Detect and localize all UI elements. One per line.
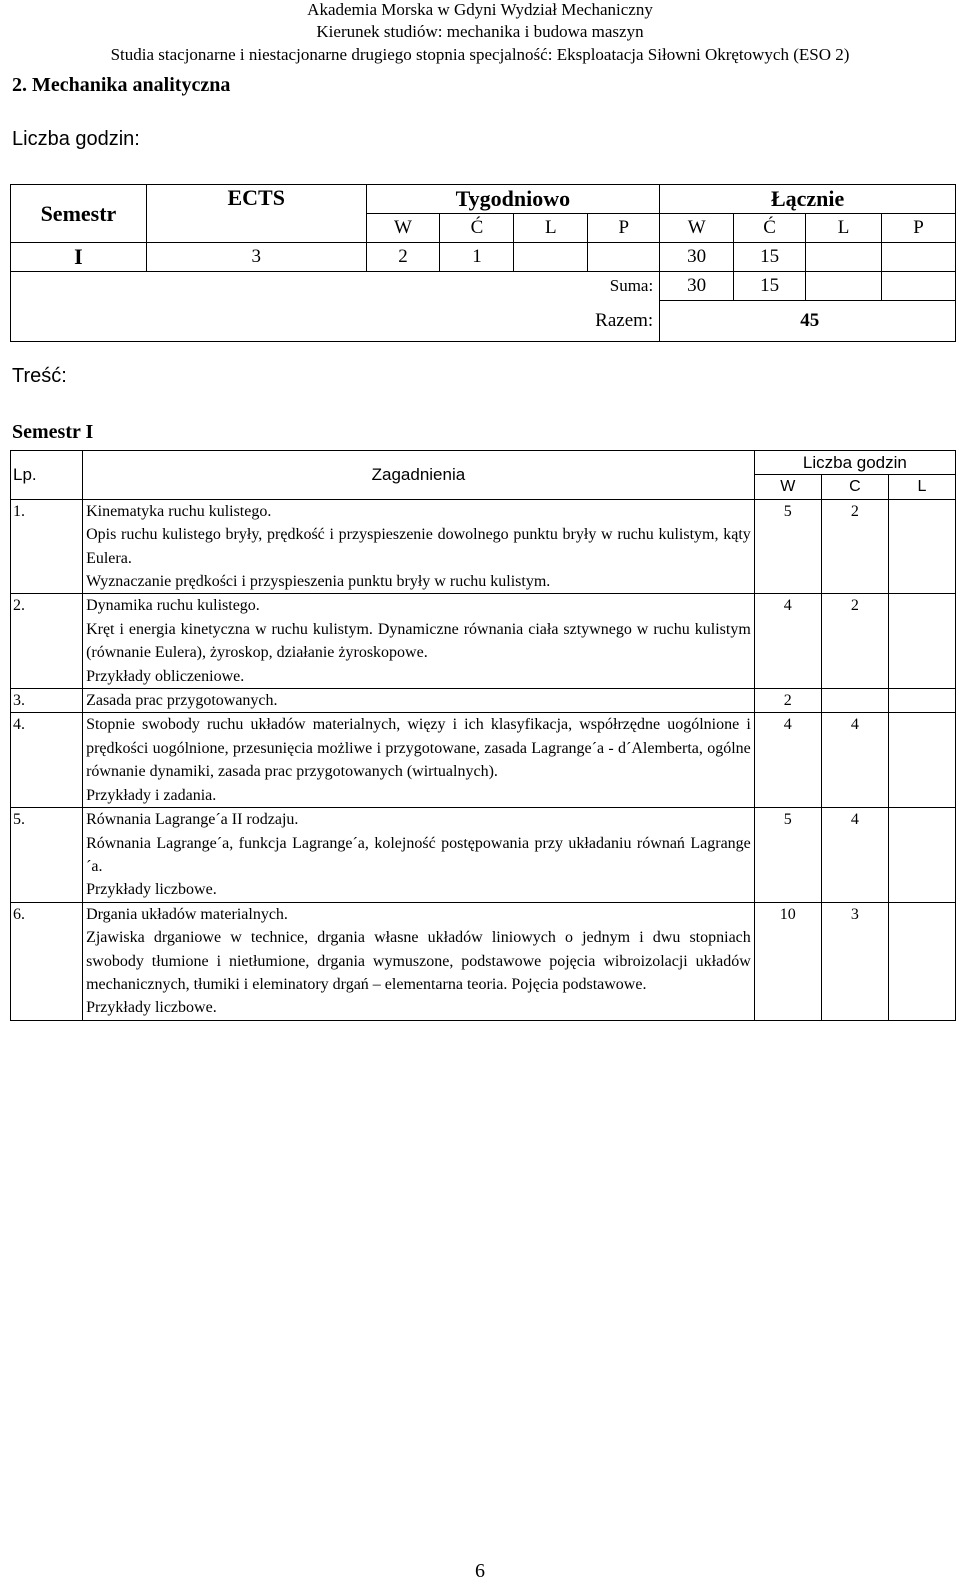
content-label: Treść:: [12, 365, 67, 387]
weekly-c-header: Ć: [440, 214, 514, 243]
topic-text: [83, 713, 755, 808]
header-line-institution: Akademia Morska w Gdyni Wydział Mechaniczny: [307, 0, 653, 19]
topic-number: 3.: [11, 689, 83, 713]
topic-hours-c: 2: [821, 594, 888, 689]
topic-hours-c: 3: [821, 902, 888, 1020]
sum-label: Suma:: [11, 272, 660, 301]
topic-hours-c: 2: [821, 499, 888, 594]
topic-hours-w: 4: [754, 713, 821, 808]
topic-title: Kinematyka ruchu kulistego.: [86, 502, 272, 520]
topic-number: 6.: [11, 902, 83, 1020]
topic-number: 2.: [11, 594, 83, 689]
sum-w-value: 30: [660, 272, 734, 301]
weekly-l-header: L: [514, 214, 588, 243]
page-number: 6: [475, 1560, 485, 1582]
weekly-w-value: 2: [366, 243, 440, 272]
topic-text: [83, 594, 755, 689]
lp-header: Lp.: [11, 451, 83, 500]
total-p-header: P: [882, 214, 956, 243]
topic-hours-w: 5: [754, 808, 821, 903]
col-w-header: W: [754, 475, 821, 499]
semester-header: Semestr: [11, 185, 147, 243]
topic-rows: [11, 499, 956, 1020]
topic-hours-c: [821, 689, 888, 713]
topic-line: Wyznaczanie prędkości i przyspieszenia punktu bryły w ruchu kulistym.: [86, 573, 551, 591]
topic-hours-l: [888, 713, 955, 808]
topic-number: 4.: [11, 713, 83, 808]
topic-row: [11, 808, 956, 903]
topic-text: [83, 499, 755, 594]
weekly-c-value: 1: [440, 243, 514, 272]
course-title: 2. Mechanika analityczna: [12, 74, 231, 96]
sum-p-value: [882, 272, 956, 301]
topic-hours-l: [888, 689, 955, 713]
total-w-header: W: [660, 214, 734, 243]
topic-hours-w: 2: [754, 689, 821, 713]
topics-header: Zagadnienia: [83, 451, 755, 500]
weekly-w-header: W: [366, 214, 440, 243]
col-l-header: L: [888, 475, 955, 499]
topic-line: Kręt i energia kinetyczna w ruchu kulistym. Dynamiczne równania ciała sztywnego w ruchu kulistym (równanie Eulera), żyroskop, działanie żyroskopowe.: [86, 620, 751, 662]
topic-line: Opis ruchu kulistego bryły, prędkość i przyspieszenie dowolnego punktu bryły w ruchu kulistym, kąty Eulera.: [86, 526, 751, 567]
topic-title: Zasada prac przygotowanych.: [86, 692, 278, 710]
total-value: 45: [660, 301, 956, 342]
topic-hours-w: 10: [754, 902, 821, 1020]
weekly-p-header: P: [588, 214, 660, 243]
col-c-header: C: [821, 475, 888, 499]
topic-hours-l: [888, 594, 955, 689]
sum-l-value: [806, 272, 882, 301]
topic-number: 1.: [11, 499, 83, 594]
topic-hours-c: 4: [821, 808, 888, 903]
topic-hours-l: [888, 902, 955, 1020]
total-c-header: Ć: [734, 214, 806, 243]
topic-row: [11, 594, 956, 689]
sum-c-value: 15: [734, 272, 806, 301]
topic-line: Przykłady liczbowe.: [86, 881, 217, 899]
topic-text: [83, 689, 755, 713]
total-header: Łącznie: [660, 185, 956, 214]
total-p-value: [882, 243, 956, 272]
topic-hours-w: 5: [754, 499, 821, 594]
weekly-l-value: [514, 243, 588, 272]
topic-title: Drgania układów materialnych.: [86, 905, 288, 923]
topics-table: [10, 450, 956, 1021]
semester-title: Semestr I: [12, 421, 94, 443]
hours-label: Liczba godzin:: [12, 128, 140, 150]
topic-title: Równania Lagrange´a II rodzaju.: [86, 811, 299, 829]
topic-number: 5.: [11, 808, 83, 903]
topic-hours-c: 4: [821, 713, 888, 808]
total-label: Razem:: [11, 301, 660, 342]
topic-text: [83, 902, 755, 1020]
topic-hours-w: 4: [754, 594, 821, 689]
topic-row: [11, 499, 956, 594]
hours-count-header: Liczba godzin: [754, 451, 955, 475]
total-l-header: L: [806, 214, 882, 243]
topic-line: Równania Lagrange´a, funkcja Lagrange´a, kolejność postępowania przy układaniu równań Lagrange´a.: [86, 834, 751, 875]
topic-row: [11, 689, 956, 713]
topic-line: Przykłady obliczeniowe.: [86, 667, 245, 685]
topic-row: [11, 902, 956, 1020]
topic-hours-l: [888, 808, 955, 903]
topic-hours-l: [888, 499, 955, 594]
topic-title: Stopnie swobody ruchu układów materialnych, więzy i ich klasyfikacja, współrzędne uogólnione i prędkości uogólnione, przesunięcia możliwe i przygotowane, zasada Lagrange´a - d´Alemberta, ogólne równanie dynamiki, zasada prac przygotowanych (wirtualnych).: [86, 716, 751, 781]
header-line-study: Studia stacjonarne i niestacjonarne drugiego stopnia specjalność: Eksploatacja Siłowni Okrętowych (ESO 2): [110, 45, 850, 64]
total-c-value: 15: [734, 243, 806, 272]
topic-row: [11, 713, 956, 808]
total-w-value: 30: [660, 243, 734, 272]
hours-table: [10, 184, 956, 342]
total-l-value: [806, 243, 882, 272]
topic-line: Przykłady liczbowe.: [86, 999, 217, 1017]
ects-header: ECTS: [146, 185, 366, 243]
semester-value: I: [11, 243, 147, 272]
header-line-field: Kierunek studiów: mechanika i budowa maszyn: [316, 22, 644, 41]
ects-value: 3: [146, 243, 366, 272]
weekly-p-value: [588, 243, 660, 272]
weekly-header: Tygodniowo: [366, 185, 660, 214]
topic-text: [83, 808, 755, 903]
topic-line: Przykłady i zadania.: [86, 786, 217, 804]
topic-line: Zjawiska drganiowe w technice, drgania własne układów liniowych o jednym i dwu stopniach swobody tłumione i nietłumione, drgania wymuszone, podstawowe pojęcia wibroizolacji układów mechanicznych, tłumiki i eleminatory drgań – elementarna teoria. Pojęcia podstawowe.: [86, 929, 751, 993]
topic-title: Dynamika ruchu kulistego.: [86, 597, 260, 615]
